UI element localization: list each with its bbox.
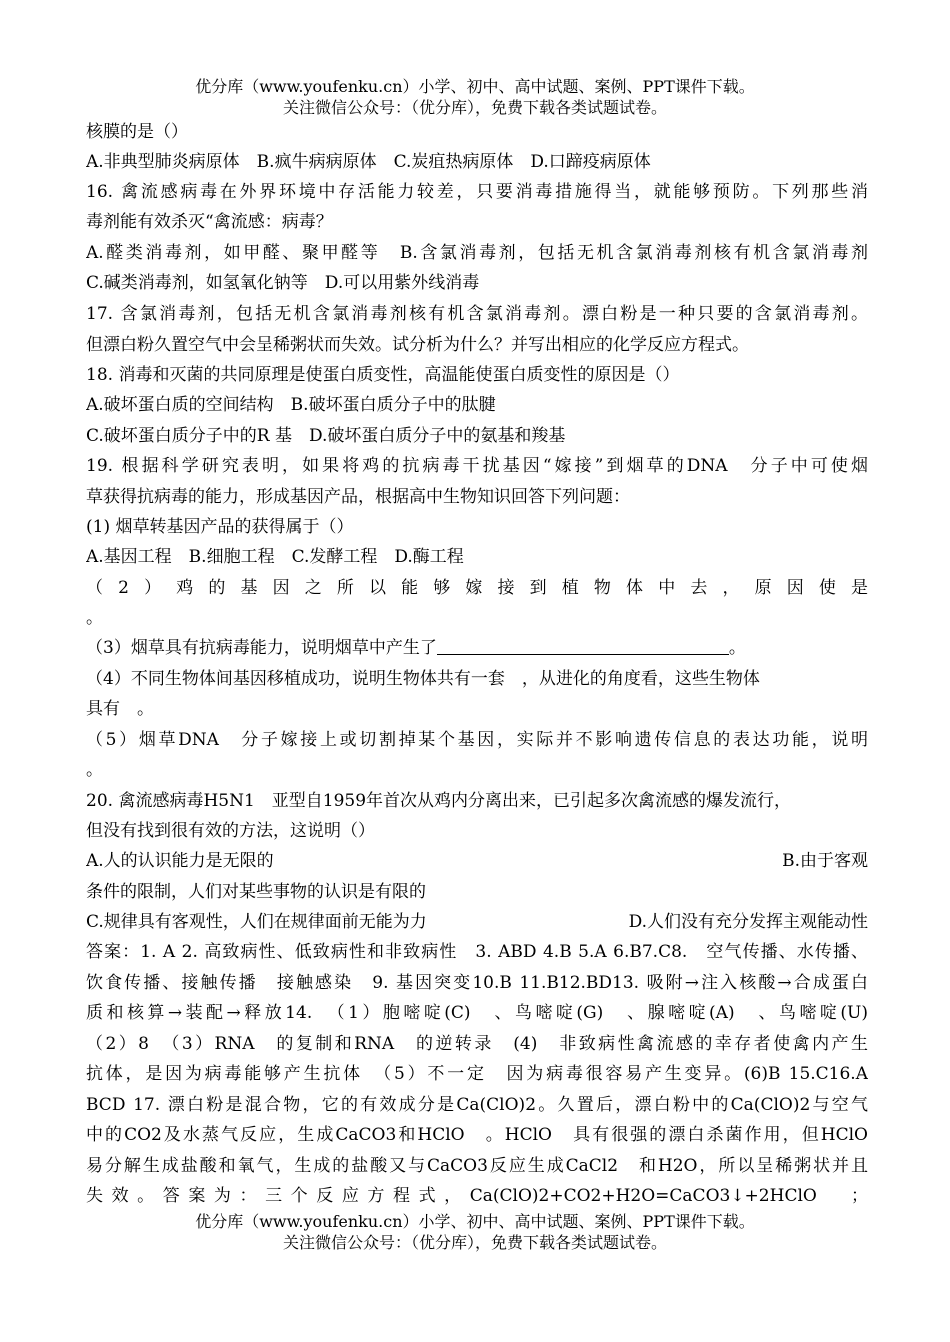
option-c: C.规律具有客观性，人们在规律面前无能为力 [86, 912, 427, 932]
text-line: 但没有找到很有效的方法，这说明（） [86, 821, 375, 841]
text-line: 草获得抗病毒的能力，形成基因产品，根据高中生物知识回答下列问题： [86, 487, 630, 507]
option-d: D.人们没有充分发挥主观能动性 [628, 912, 868, 932]
page-header-line2: 关注微信公众号：（优分库），免费下载各类试题试卷。 [282, 98, 667, 117]
text-line: C.碱类消毒剂，如氢氧化钠等 D.可以用紫外线消毒 [86, 273, 480, 293]
text-line: 毒剂能有效杀灭“禽流感：病毒？ [86, 212, 333, 232]
answer-line: （2）8 （3）RNA 的复制和RNA 的逆转录 (4) 非致病性禽流感的幸存者使禽内产生 [86, 1034, 868, 1054]
text-line: A.非典型肺炎病原体 B.疯牛病病原体 C.炭疽热病原体 D.口蹄疫病原体 [86, 152, 651, 172]
text-line: 16. 禽流感病毒在外界环境中存活能力较差，只要消毒措施得当，就能够预防。下列那些消 [86, 182, 868, 202]
text-line: (1) 烟草转基因产品的获得属于（） [86, 517, 354, 537]
text-line: A.破坏蛋白质的空间结构 B.破坏蛋白质分子中的肽腱 [86, 395, 496, 415]
text-line: 具有 。 [86, 699, 154, 719]
text-line: （5）烟草DNA 分子嫁接上或切割掉某个基因，实际并不影响遗传信息的表达功能，说明 [86, 730, 868, 750]
answer-line: 失效。答案为：三个反应方程式，Ca(ClO)2+CO2+H2O=CaCO3↓+2HClO ； [86, 1186, 868, 1206]
text-line: 18. 消毒和灭菌的共同原理是使蛋白质变性，高温能使蛋白质变性的原因是（） [86, 365, 680, 385]
text-line: 。 [86, 608, 103, 628]
option-a: A.人的认识能力是无限的 [86, 851, 274, 871]
text-line: 17. 含氯消毒剂，包括无机含氯消毒剂核有机含氯消毒剂。漂白粉是一种只要的含氯消毒剂。 [86, 304, 868, 324]
text-line: （4）不同生物体间基因移植成功，说明生物体共有一套 ，从进化的角度看，这些生物体 [86, 669, 760, 689]
answer-line: BCD 17. 漂白粉是混合物，它的有效成分是Ca(ClO)2。久置后，漂白粉中的Ca(ClO)2与空气 [86, 1095, 868, 1115]
page-header-line1: 优分库（www.youfenku.cn）小学、初中、高中试题、案例、PPT课件下载。 [195, 77, 755, 96]
answer-line: 饮食传播、接触传播 接触感染 9. 基因突变10.B 11.B12.BD13. 吸附→注入核酸→合成蛋白 [86, 973, 868, 993]
text-line: 。 [86, 760, 103, 780]
question-19-3-line: （3）烟草具有抗病毒能力，说明烟草中产生了 。 [86, 638, 746, 658]
option-b: B.由于客观 [782, 851, 868, 871]
text-line: 条件的限制，人们对某些事物的认识是有限的 [86, 882, 426, 902]
option-row [86, 850, 868, 872]
answer-line: 抗体，是因为病毒能够产生抗体 （5）不一定 因为病毒很容易产生变异。(6)B 15.C16.A [86, 1064, 868, 1084]
text-line: 20. 禽流感病毒H5N1 亚型自1959年首次从鸡内分离出来，已引起多次禽流感的爆发流行， [86, 791, 792, 811]
text-line: A.基因工程 B.细胞工程 C.发酵工程 D.酶工程 [86, 547, 464, 567]
page-footer-line1: 优分库（www.youfenku.cn）小学、初中、高中试题、案例、PPT课件下载。 [195, 1212, 755, 1231]
text-line: 19. 根据科学研究表明，如果将鸡的抗病毒干扰基因“嫁接”到烟草的DNA 分子中可使烟 [86, 456, 868, 476]
text-line: A.醛类消毒剂，如甲醛、聚甲醛等 B.含氯消毒剂，包括无机含氯消毒剂核有机含氯消毒剂 [86, 243, 868, 263]
answer-line: 答案：1. A 2. 高致病性、低致病性和非致病性 3. ABD 4.B 5.A 6.B7.C8. 空气传播、水传播、 [86, 942, 868, 962]
question-19-3-text: （3）烟草具有抗病毒能力，说明烟草中产生了 [86, 638, 437, 658]
answer-line: 易分解生成盐酸和氧气，生成的盐酸又与CaCO3反应生成CaCl2 和H2O，所以呈稀粥状并且 [86, 1156, 868, 1176]
answer-blank [437, 637, 729, 655]
page-footer-line2: 关注微信公众号：（优分库），免费下载各类试题试卷。 [282, 1233, 667, 1252]
text-line: （2）鸡的基因之所以能够嫁接到植物体中去，原因使是 [86, 578, 868, 598]
answer-line: 中的CO2及水蒸气反应，生成CaCO3和HClO 。HClO 具有很强的漂白杀菌作用，但HClO [86, 1125, 868, 1145]
text-line: 但漂白粉久置空气中会呈稀粥状而失效。试分析为什么？并写出相应的化学反应方程式。 [86, 335, 749, 355]
answer-line: 质和核算→装配→释放14. （1）胞嘧啶(C) 、鸟嘧啶(G) 、腺嘧啶(A) 、鸟嘧啶(U) [86, 1003, 868, 1023]
text-line: C.破坏蛋白质分子中的R 基 D.破坏蛋白质分子中的氨基和羧基 [86, 426, 566, 446]
text-line: 核膜的是（） [86, 122, 188, 142]
option-row [86, 911, 868, 933]
